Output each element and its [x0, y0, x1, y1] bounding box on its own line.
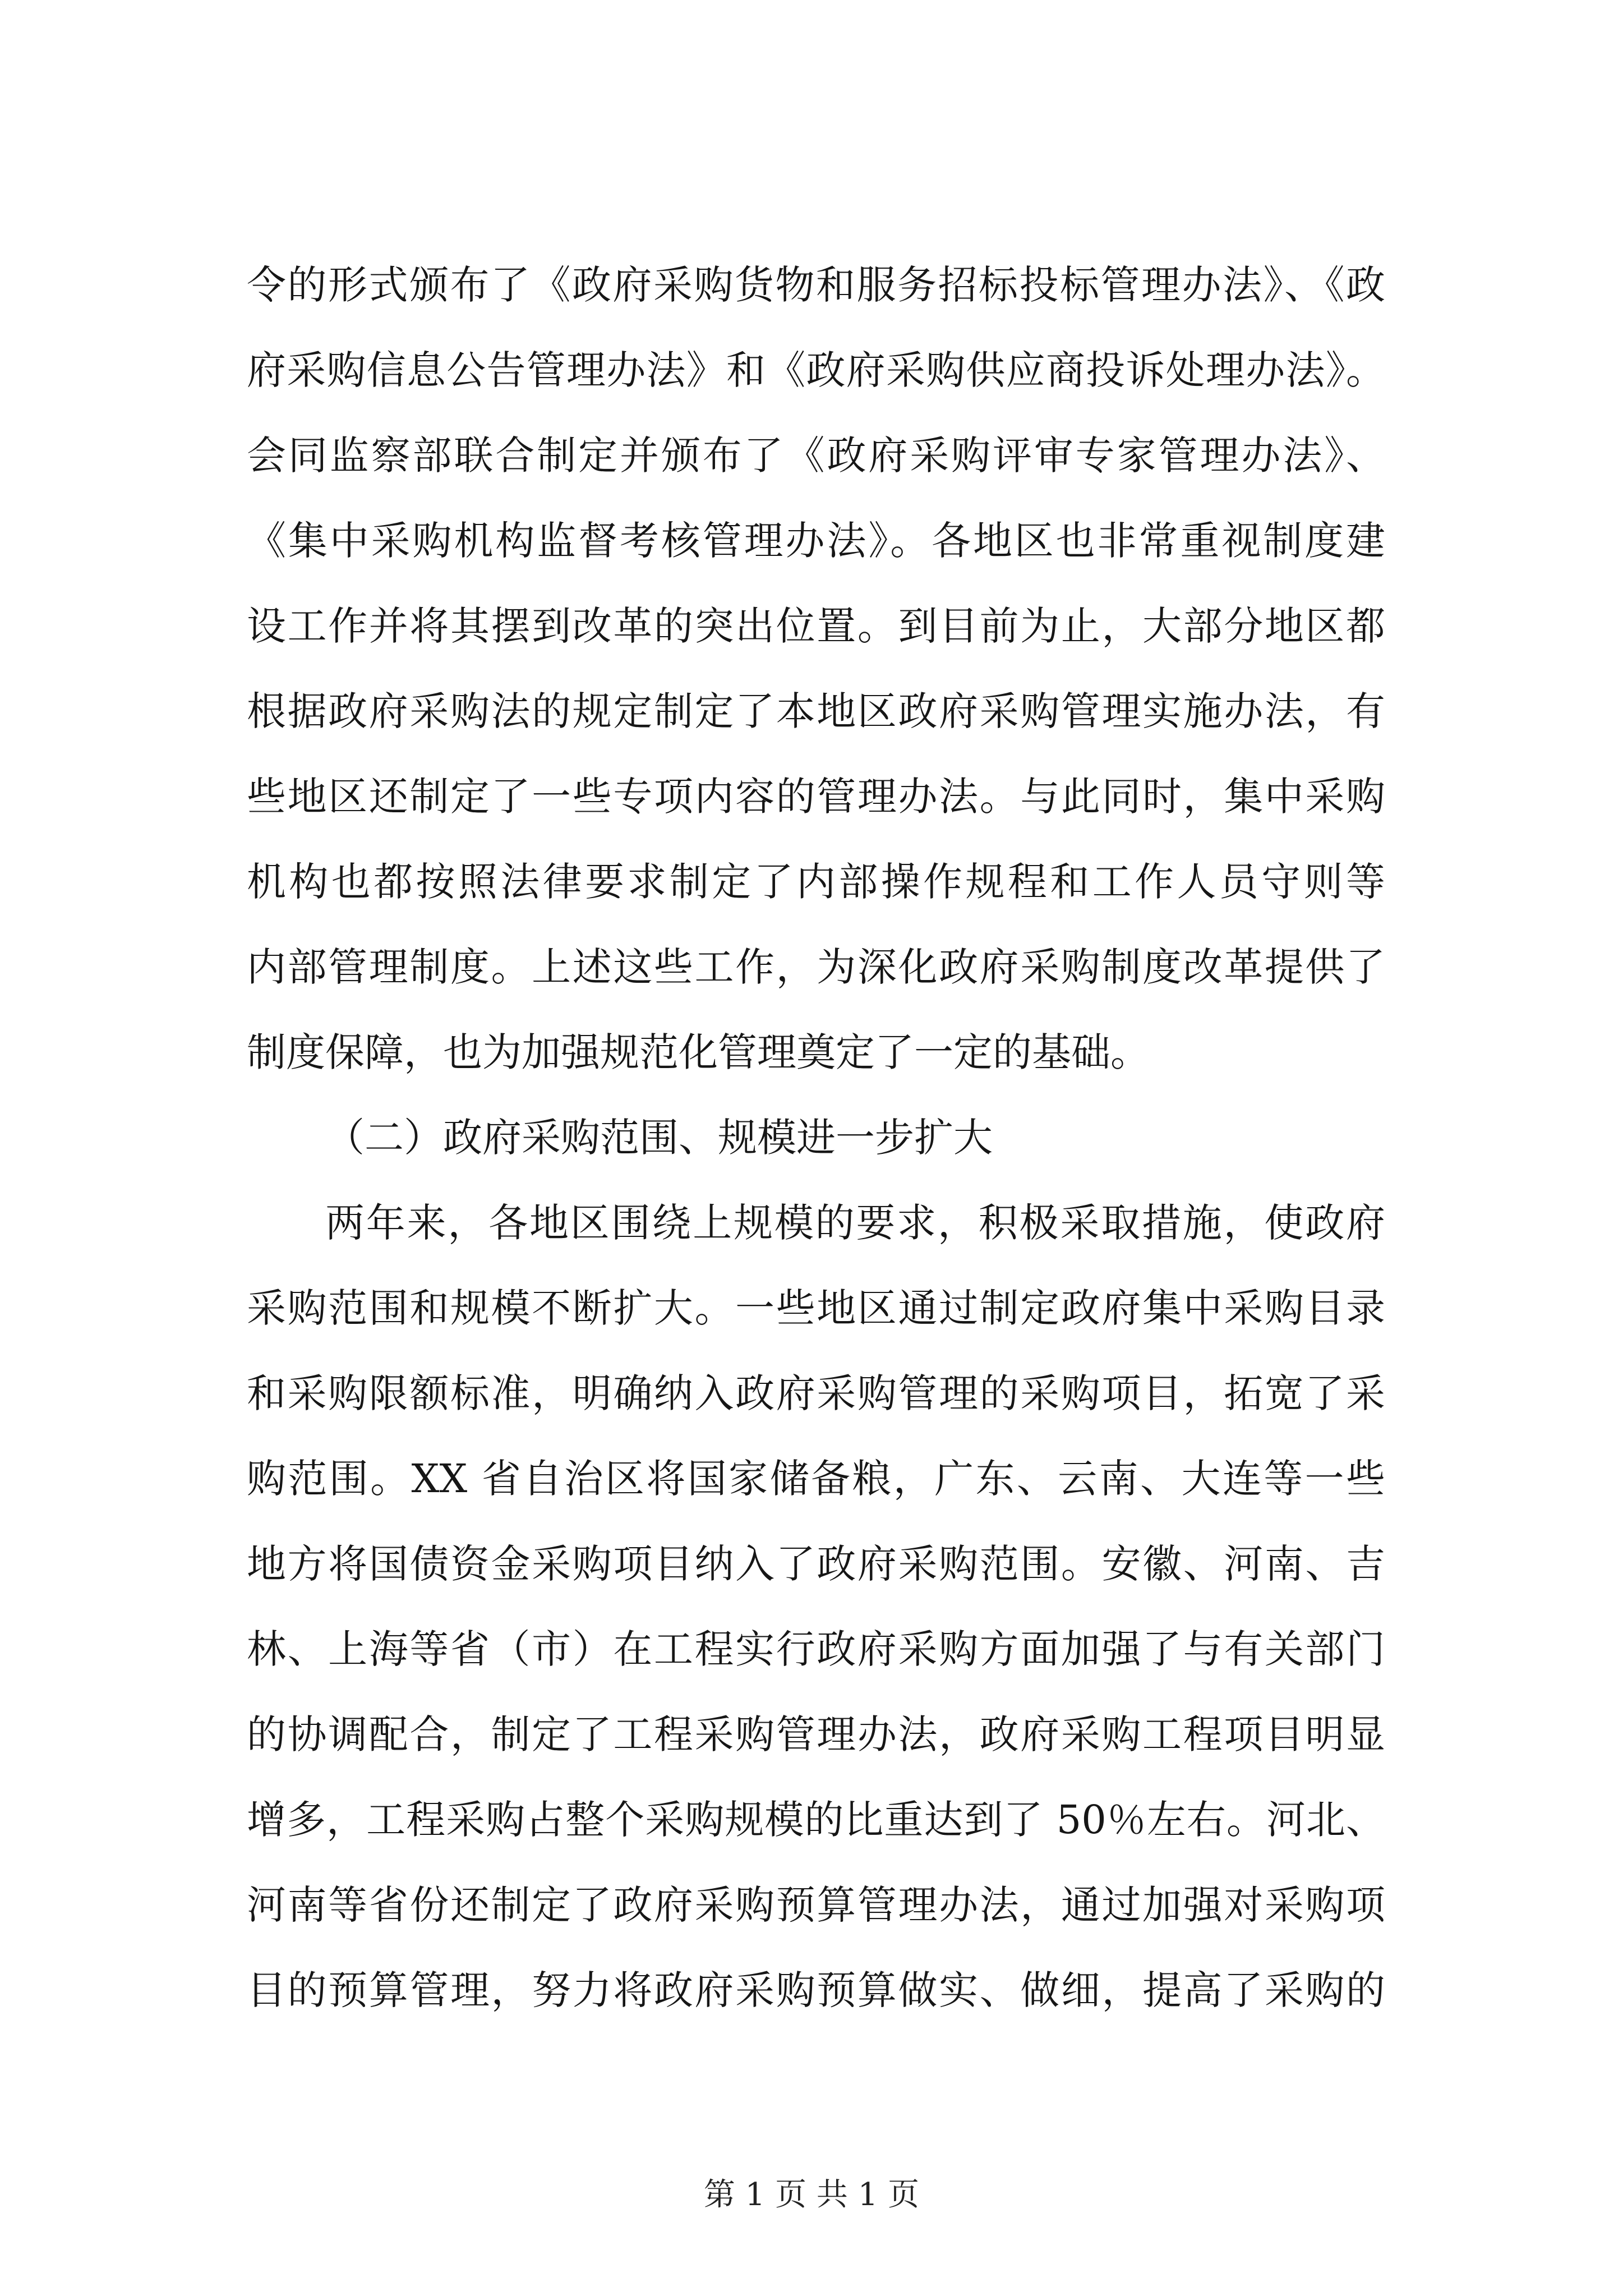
paragraph-line: 河南等省份还制定了政府采购预算管理办法，通过加强对采购项: [247, 1882, 1385, 1928]
paragraph-line: 《集中采购机构监督考核管理办法》。各地区也非常重视制度建: [247, 518, 1385, 564]
paragraph-line: 会同监察部联合制定并颁布了《政府采购评审专家管理办法》、: [247, 432, 1385, 478]
paragraph-line: 些地区还制定了一些专项内容的管理办法。与此同时，集中采购: [247, 774, 1385, 820]
paragraph-line: 采购范围和规模不断扩大。一些地区通过制定政府集中采购目录: [247, 1285, 1385, 1331]
paragraph-line: 制度保障，也为加强规范化管理奠定了一定的基础。: [247, 1029, 1150, 1075]
section-heading: （二）政府采购范围、规模进一步扩大: [325, 1115, 993, 1161]
paragraph-line: 根据政府采购法的规定制定了本地区政府采购管理实施办法，有: [247, 688, 1385, 734]
paragraph-line: 目的预算管理，努力将政府采购预算做实、做细，提高了采购的: [247, 1967, 1385, 2013]
page-footer: [0, 2170, 1623, 2220]
paragraph-line: 令的形式颁布了《政府采购货物和服务招标投标管理办法》、《政: [247, 262, 1385, 308]
paragraph-line: 地方将国债资金采购项目纳入了政府采购范围。安徽、河南、吉: [247, 1541, 1385, 1587]
paragraph-line: 增多，工程采购占整个采购规模的比重达到了 50％左右。河北、: [247, 1797, 1385, 1843]
paragraph-line: 的协调配合，制定了工程采购管理办法，政府采购工程项目明显: [247, 1711, 1385, 1757]
paragraph-line: 购范围。XX 省自治区将国家储备粮，广东、云南、大连等一些: [247, 1456, 1385, 1502]
paragraph-line: 机构也都按照法律要求制定了内部操作规程和工作人员守则等: [247, 859, 1385, 905]
page-number-label: 第 1 页 共 1 页: [703, 2177, 920, 2213]
paragraph-line: 设工作并将其摆到改革的突出位置。到目前为止，大部分地区都: [247, 603, 1385, 649]
paragraph-line: 林、上海等省（市）在工程实行政府采购方面加强了与有关部门: [247, 1626, 1385, 1672]
paragraph-line: 内部管理制度。上述这些工作，为深化政府采购制度改革提供了: [247, 944, 1385, 990]
paragraph-line: 和采购限额标准，明确纳入政府采购管理的采购项目，拓宽了采: [247, 1370, 1385, 1416]
paragraph-line: 两年来，各地区围绕上规模的要求，积极采取措施，使政府: [325, 1200, 1385, 1246]
paragraph-line: 府采购信息公告管理办法》和《政府采购供应商投诉处理办法》。: [247, 347, 1385, 393]
